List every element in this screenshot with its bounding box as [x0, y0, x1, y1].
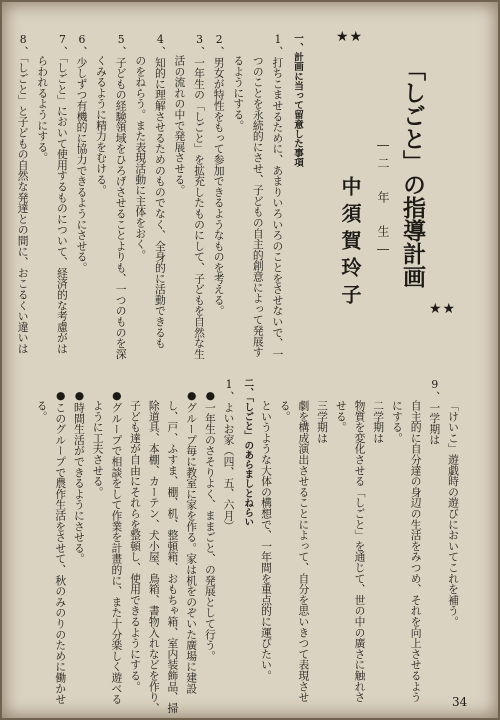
text-line: 1、打ちこませるために、あまりいろいろのことをさせないで、一 [271, 33, 285, 360]
text-line: ように工夫させる。 [91, 399, 105, 497]
text-line: し、戸、ふすま、棚、机、整頓箱、おもちゃ箱、室内装飾品、掃 [166, 399, 180, 713]
text-line: る。 [35, 399, 49, 422]
text-line: 子ども達が自由にそれらを整頓し、使用できるようにする。 [129, 399, 143, 692]
text-line: 5、子どもの経験領域をひろげさせることよりも、一つのものを深 [114, 33, 128, 360]
grade-subtitle: ―二 年 生― [376, 138, 390, 261]
text-line: らわれるようにする。 [36, 54, 50, 163]
text-line: 4、知的に理解させるためのものでなく、全身的に活動できるも [153, 33, 167, 349]
text-line: 活の流れの中で発展させる。 [173, 54, 187, 195]
text-line: というような大体の構想で、一年間を重点的に運びたい。 [259, 399, 273, 681]
text-line: 「けいこ」遊戯時の遊びにおいてこれを補う。 [447, 399, 460, 627]
bullet-line: ●一年生のさそりよく、ままごと、の発展として行う。 [203, 388, 217, 661]
text-line: 劇を構成演出させることによって、自分を思いきつて表現させ [297, 399, 311, 702]
author-name: 中須賀玲子 [338, 176, 362, 311]
bullet-line: ●時間生活ができるようにさせる。 [72, 388, 86, 564]
upper-text-columns [13, 33, 307, 365]
text-line: る。 [278, 399, 292, 422]
text-line: くみるように精力をむける。 [95, 54, 109, 195]
section-heading: 一、計画に当って留意した事項 [292, 33, 303, 168]
text-line: 7、「しごと」において使用するものについて、経済的な考慮がは [55, 33, 69, 354]
text-line: 2、男女が特性をもって参加できるようなものを考える。 [212, 33, 226, 316]
section-heading: 二、「しごと」のあらましとねらい [242, 378, 254, 527]
text-line: 6、少しずつ有機的に協力できるようにさせる。 [75, 33, 89, 273]
text-line: 3、一年生の「しごと」を拡充したものにして、子どもを自然な生 [193, 33, 207, 360]
text-line: るようにする。 [232, 54, 246, 131]
text-line: せる。 [334, 399, 348, 432]
article-title: 「しごと」の指導計画 [399, 58, 426, 288]
text-line: 三学期は [316, 399, 330, 443]
text-line: 物質を変化させる「しごと」を通じて、世の中の廣さに触れさ [353, 399, 367, 702]
lower-text-columns [32, 378, 462, 713]
text-line: 9、一学期は [428, 378, 442, 445]
text-line: 1、よいお家（四、五、六月） [222, 378, 236, 532]
text-line: のをねらう。また表現活動に主体をおく。 [134, 54, 148, 260]
bullet-line: ●グループで相談をして作業を計畫的に、また十分楽しく遊べる [110, 388, 124, 705]
text-line: 8、「しごと」と子どもの自然な発達との間に、おこるくい違いは [16, 33, 30, 354]
text-line: つのことを永続的にさせ、子どもの自主的創意によって発展す [251, 54, 265, 357]
bullet-line: ●このグループで農作生活をさせて、秋のみのりのために働かせ [54, 388, 68, 705]
bullet-line: ●グループ毎に教室に家を作る。家は机をのぞいた廣場に建設 [185, 388, 199, 694]
text-line: 除道具、本棚、カーテン、犬小屋、鳥箱、書物入れなどを作り、 [147, 399, 161, 713]
text-line: にする。 [390, 399, 404, 443]
text-line: 二学期は [372, 399, 386, 443]
star-ornament-bottom: ★★ [429, 301, 457, 317]
star-ornament-top: ★★ [336, 29, 364, 45]
page-number: 34 [452, 695, 468, 709]
text-line: 自主的に自分達の身辺の生活をみつめ、それを向上させるよう [409, 399, 423, 702]
